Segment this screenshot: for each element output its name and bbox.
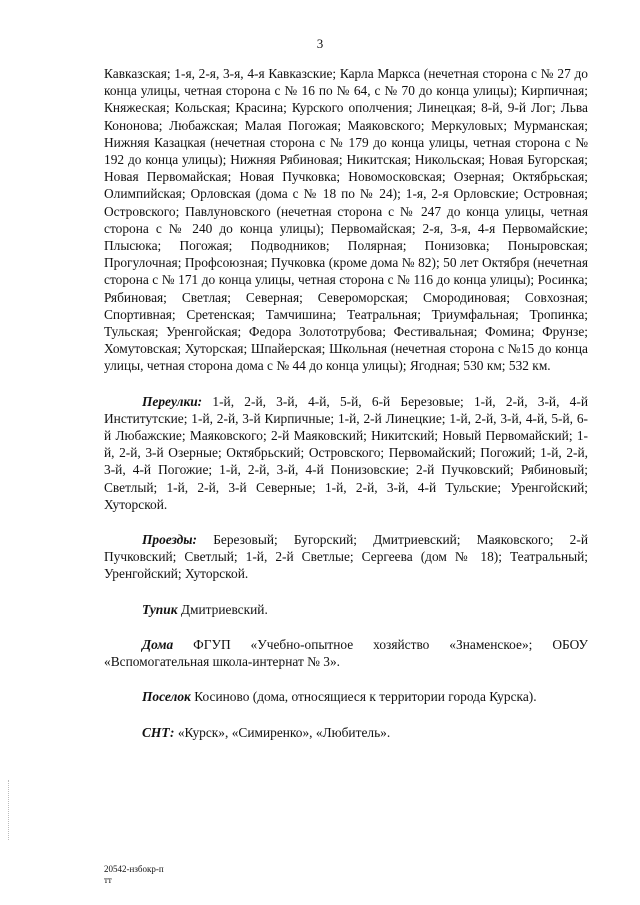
houses-paragraph: [104, 636, 588, 670]
page-number: 3: [316, 36, 324, 51]
settlement-label: Поселок: [142, 689, 191, 705]
houses-text: ФГУП «Учебно-опытное хозяйство «Знаменское»; ОБОУ «Вспомогательная школа-интернат № 3».: [104, 636, 588, 670]
passages-label: Проезды:: [142, 532, 198, 548]
footer-initials: тт: [104, 875, 112, 885]
dead-end-paragraph: [104, 601, 588, 618]
document-body: [104, 65, 588, 741]
passages-paragraph: [104, 531, 588, 583]
snt-paragraph: [104, 724, 588, 741]
snt-text: «Курск», «Симиренко», «Любитель».: [177, 724, 391, 740]
lanes-text: 1-й, 2-й, 3-й, 4-й, 5-й, 6-й Березовые; 1-й, 2-й, 3-й, 4-й Институтские; 1-й, 2-й, 3-й Кирпичные; 1-й, 2-й Линецкие; 1-й, 2-й, 3-й, 4-й, 5-й, 6-й Любажские; Маяковского; 2-й Маяковский; Никитский; Новый Первомайский; 1-й, 2-й, 3-й Озерные; Октябрьский; Островского; Первомайский; Погожий; 1-й, 2-й, 3-й, 4-й Погожие; 1-й, 2-й, 3-й, 4-й Понизовские; 2-й Пучковский; Рябиновый; Светлый; 1-й, 2-й, 3-й Северные; 1-й, 2-й, 3-й, 4-й Тульские; Уренгойский; Хуторской.: [104, 393, 588, 512]
houses-label: Дома: [142, 636, 174, 652]
passages-text: Березовый; Бугорский; Дмитриевский; Маяковского; 2-й Пучковский; Светлый; 1-й, 2-й Светлые; Сергеева (дом № 18); Театральный; Уренгойский; Хуторской.: [104, 532, 588, 582]
dead-end-label: Тупик: [142, 601, 178, 617]
snt-label: СНТ:: [142, 724, 175, 740]
lanes-paragraph: [104, 393, 588, 513]
settlement-paragraph: [104, 688, 588, 705]
streets-paragraph: Кавказская; 1-я, 2-я, 3-я, 4-я Кавказские; Карла Маркса (нечетная сторона с № 27 до конца улицы, четная сторона с № 16 по № 64, с № 70 до конца улицы); Кирпичная; Княжеская; Кольская; Красина; Курского ополчения; Линецкая; 8-й, 9-й Лог; Льва Кононова; Любажская; Малая Погожая; Маяковского; Меркуловых; Мурманская; Нижняя Казацкая (нечетная сторона с № 179 до конца улицы, четная сторона с № 192 до конца улицы); Нижняя Рябиновая; Никитская; Никольская; Новая Бугорская; Новая Первомайская; Новая Пучковка; Новомосковская; Озерная; Октябрьская; Олимпийская; Орловская (дома с № 18 по № 24); 1-я, 2-я Орловские; Островная; Островского; Павлуновского (нечетная сторона с № 247 до конца улицы, четная сторона с № 240 до конца улицы); Первомайская; 2-я, 3-я, 4-я Первомайские; Плысюка; Погожая; Подводников; Полярная; Понизовка; Поныровская; Прогулочная; Профсоюзная; Пучковка (кроме дома № 82); 50 лет Октября (нечетная сторона с № 171 до конца улицы, четная сторона с № 116 до конца улицы); Росинка; Рябиновая; Светлая; Северная; Североморская; Смородиновая; Совхозная; Спортивная; Сретенская; Тамчишина; Театральная; Триумфальная; Тропинка; Тульская; Уренгойская; Федора Золототрубова; Фестивальная; Фомина; Фрунзе; Хомутовская; Хуторская; Шпайерская; Школьная (нечетная сторона с №15 до конца улицы, четная сторона дома с № 44 до конца улицы); Ягодная; 530 км; 532 км.: [104, 66, 588, 374]
footer-code: 20542-нзбокр-п: [104, 864, 164, 874]
lanes-label: Переулки:: [142, 393, 203, 409]
dead-end-text: Дмитриевский.: [180, 601, 268, 617]
settlement-text: Косиново (дома, относящиеся к территории города Курска).: [194, 689, 537, 705]
footer: [104, 864, 164, 886]
scan-margin-marks: [8, 780, 15, 840]
